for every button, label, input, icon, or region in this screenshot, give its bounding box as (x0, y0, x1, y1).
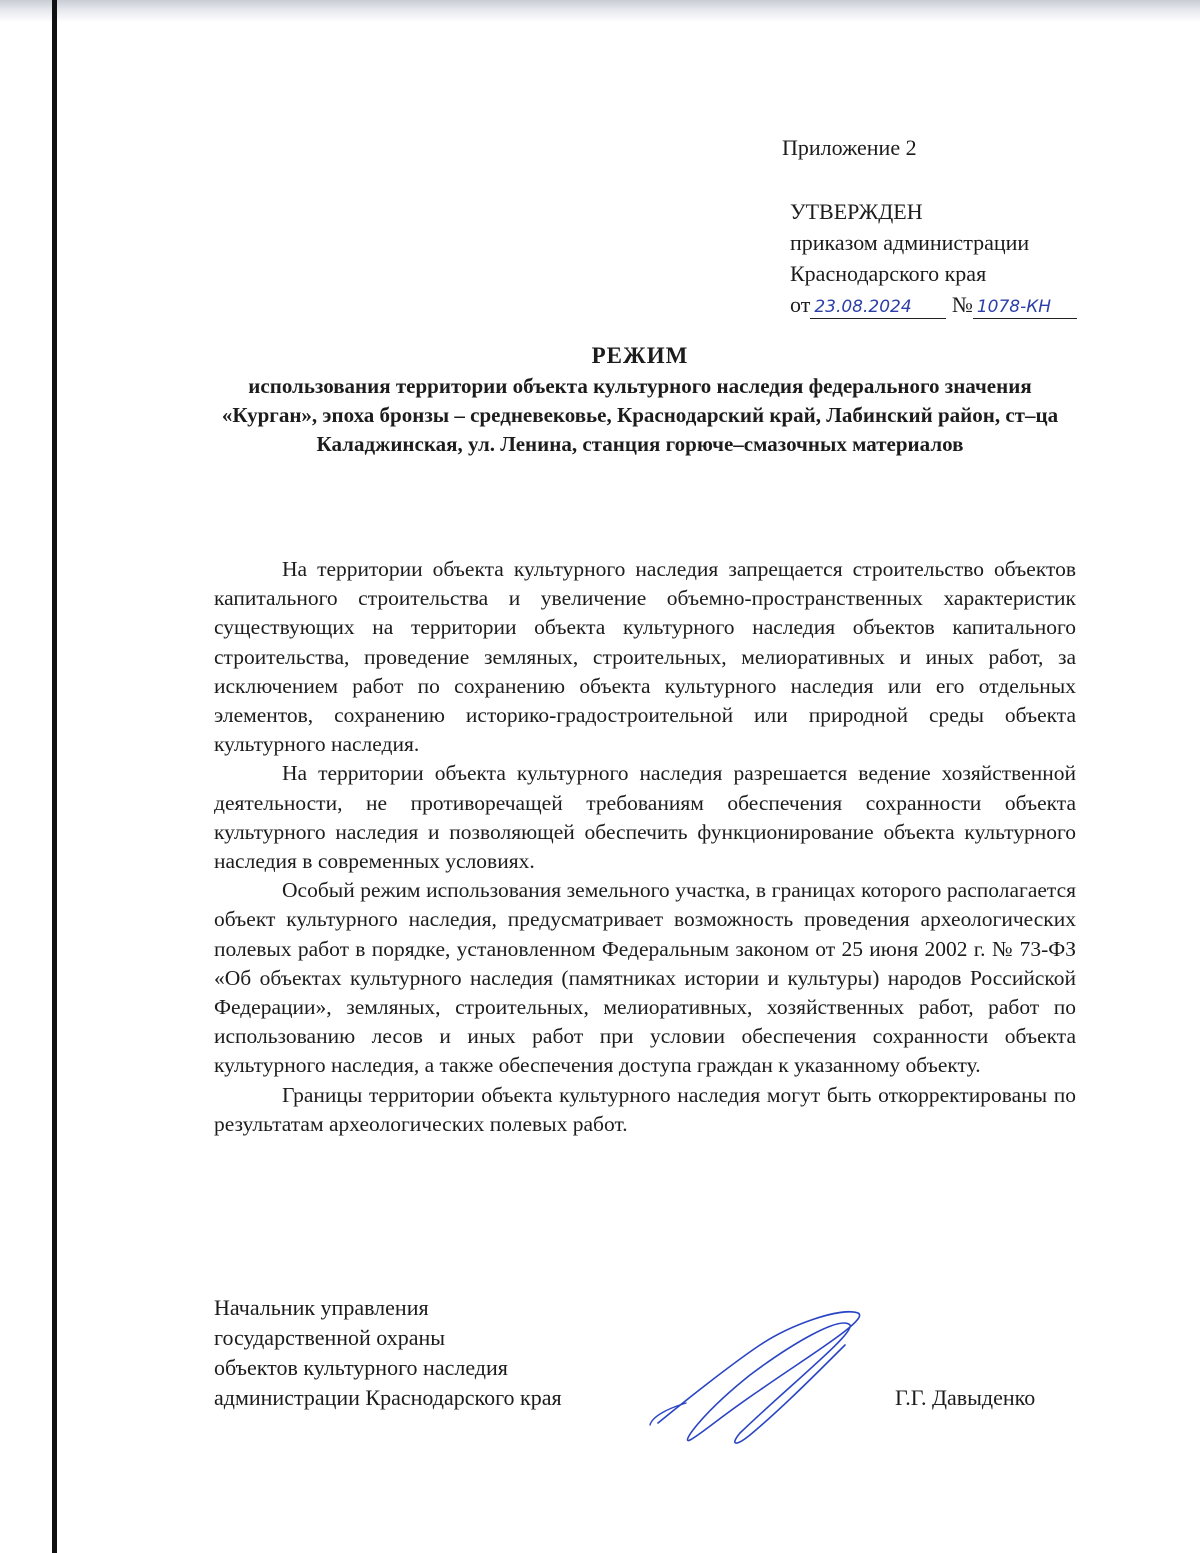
document-body (214, 555, 1076, 1139)
approval-line-2: Краснодарского края (790, 261, 987, 286)
approval-status: УТВЕРЖДЕН (790, 199, 923, 224)
scan-top-edge (0, 0, 1200, 22)
signer-position (214, 1293, 562, 1413)
signer-line: государственной охраны (214, 1325, 446, 1350)
signer-line: объектов культурного наследия (214, 1355, 508, 1380)
title-heading: РЕЖИМ (591, 343, 689, 368)
paragraph: Особый режим использования земельного участка, в границах которого располагается объект культурного наследия, предусматривает возможность проведения археологических полевых работ в порядке, установленном Федеральным законом от 25 июня 2002 г. № 73-ФЗ «Об объектах культурного наследия (памятниках истории и культуры) народов Российской Федерации», земляных, строительных, мелиоративных, хозяйственных работ, работ по использованию лесов и иных работ при условии обеспечения сохранности объекта культурного наследия, а также обеспечения доступа граждан к указанному объекту. (214, 878, 1076, 1078)
paragraph: Границы территории объекта культурного наследия могут быть откорректированы по результатам археологических полевых работ. (214, 1082, 1076, 1136)
approval-line-1: приказом администрации (790, 230, 1030, 255)
appendix-label: Приложение 2 (782, 135, 917, 160)
handwritten-signature (640, 1305, 880, 1455)
signer-line: Начальник управления (214, 1295, 429, 1320)
scan-left-edge (52, 0, 57, 1553)
date-prefix: от (790, 292, 811, 317)
signer-line: администрации Краснодарского края (214, 1385, 562, 1410)
approval-date-line (790, 289, 1077, 320)
title-subtitle: использования территории объекта культурного наследия федерального значения «Курган», эпоха бронзы – средневековье, Краснодарский край, Лабинский район, ст–ца Каладжинская, ул. Ленина, станция горюче–смазочных материалов (221, 374, 1059, 456)
paragraph: На территории объекта культурного наследия запрещается строительство объектов капитального строительства и увеличение объемно-пространственных характеристик существующих на территории объекта культурного наследия объектов капитального строительства, проведение земляных, строительных, мелиоративных и иных работ, за исключением работ по сохранению объекта культурного наследия или его отдельных элементов, сохранению историко-градостроительной или природной среды объекта культурного наследия. (214, 557, 1076, 757)
signer-name: Г.Г. Давыденко (895, 1385, 1036, 1410)
number-prefix: № (951, 292, 973, 317)
approval-block (790, 196, 1077, 320)
paragraph: На территории объекта культурного наследия разрешается ведение хозяйственной деятельности, не противоречащей требованиям обеспечения сохранности объекта культурного наследия и позволяющей обеспечить функционирование объекта культурного наследия в современных условиях. (214, 761, 1076, 874)
handwritten-date: 23.08.2024 (810, 296, 946, 319)
document-title (200, 340, 1080, 459)
handwritten-number: 1078-КН (973, 296, 1077, 319)
